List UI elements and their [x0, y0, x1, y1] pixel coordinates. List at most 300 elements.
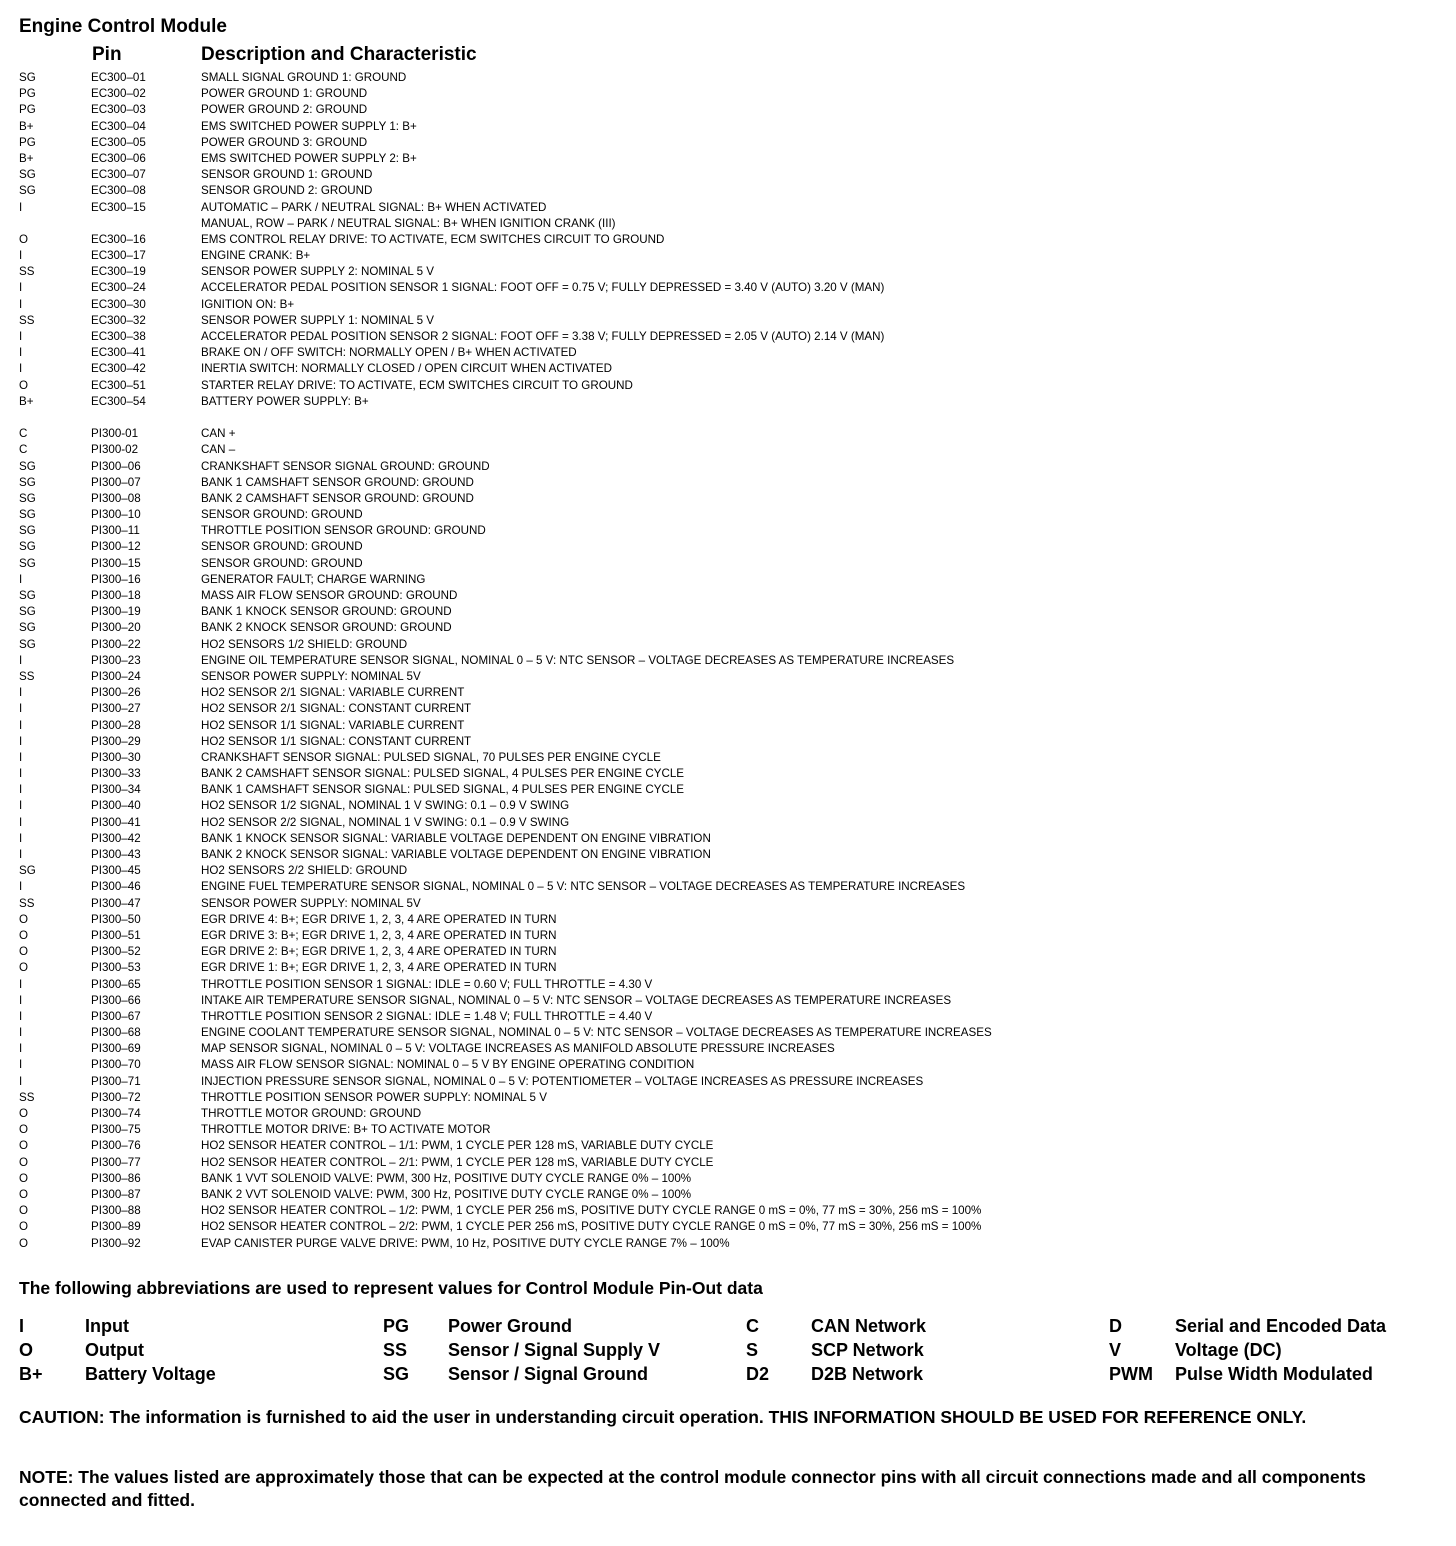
table-row: [0, 1187, 1456, 1203]
abbreviation-key: SG: [383, 1364, 410, 1384]
signal-type: O: [19, 1204, 29, 1218]
table-row: [0, 232, 1456, 248]
pin-id: EC300–30: [91, 297, 146, 311]
signal-type: I: [19, 718, 23, 732]
table-row: [0, 264, 1456, 280]
signal-type: O: [19, 928, 29, 942]
pin-description: POWER GROUND 1: GROUND: [201, 87, 368, 101]
pin-id: PI300–33: [91, 767, 141, 781]
table-row: [0, 637, 1456, 653]
table-row: [0, 588, 1456, 604]
pin-description: SENSOR POWER SUPPLY 2: NOMINAL 5 V: [201, 265, 435, 279]
signal-type: SS: [19, 313, 35, 327]
table-row: [0, 766, 1456, 782]
table-row: [0, 960, 1456, 976]
abbreviations-title: The following abbreviations are used to represent values for Control Module Pin-Out data: [19, 1278, 763, 1298]
signal-type: C: [19, 443, 28, 457]
signal-type: SG: [19, 459, 36, 473]
pin-description: BANK 1 KNOCK SENSOR GROUND: GROUND: [201, 605, 452, 619]
table-row: [0, 539, 1456, 555]
table-row: [0, 847, 1456, 863]
pin-description: EMS SWITCHED POWER SUPPLY 2: B+: [201, 151, 417, 165]
table-row: [0, 863, 1456, 879]
signal-type: C: [19, 427, 28, 441]
legend-row: [0, 1362, 1456, 1386]
signal-type: I: [19, 330, 23, 343]
pin-id: PI300–51: [91, 928, 141, 942]
abbreviation-meaning: Serial and Encoded Data: [1175, 1316, 1387, 1336]
pin-id: EC300–01: [91, 71, 146, 84]
pin-description: ENGINE COOLANT TEMPERATURE SENSOR SIGNAL, NOMINAL 0 – 5 V: NTC SENSOR – VOLTAGE DECREASES AS TEMPERATURE INCREASES: [201, 1026, 992, 1040]
pin-description: THROTTLE MOTOR DRIVE: B+ TO ACTIVATE MOTOR: [201, 1123, 491, 1137]
table-row: [0, 70, 1456, 86]
table-row: [0, 556, 1456, 572]
table-row: [0, 718, 1456, 734]
signal-type: SG: [19, 556, 36, 570]
pin-description: HO2 SENSOR HEATER CONTROL – 1/1: PWM, 1 CYCLE PER 128 mS, VARIABLE DUTY CYCLE: [201, 1139, 714, 1153]
pin-description: HO2 SENSOR 2/1 SIGNAL: VARIABLE CURRENT: [201, 686, 465, 700]
table-row: [0, 604, 1456, 620]
pin-id: EC300–19: [91, 265, 146, 279]
pin-description: EGR DRIVE 3: B+; EGR DRIVE 1, 2, 3, 4 ARE OPERATED IN TURN: [201, 928, 557, 942]
pin-description: HO2 SENSOR 2/2 SIGNAL, NOMINAL 1 V SWING: 0.1 – 0.9 V SWING: [201, 815, 570, 829]
abbreviations-legend: [0, 1314, 1456, 1386]
signal-type: B+: [19, 119, 34, 133]
pin-id: PI300–15: [91, 556, 141, 570]
abbreviation-meaning: Sensor / Signal Ground: [448, 1364, 649, 1384]
table-row: [0, 798, 1456, 814]
pin-description: SMALL SIGNAL GROUND 1: GROUND: [201, 71, 407, 84]
pin-id: PI300–41: [91, 815, 141, 829]
table-row: [0, 1041, 1456, 1057]
signal-type: O: [19, 945, 29, 959]
signal-type: I: [19, 831, 23, 845]
signal-type: I: [19, 1074, 23, 1088]
table-row: [0, 378, 1456, 394]
signal-type: I: [19, 799, 23, 813]
table-row: [0, 896, 1456, 912]
pin-id: EC300–24: [91, 281, 146, 295]
table-row: [0, 1219, 1456, 1235]
table-row: [0, 1203, 1456, 1219]
signal-type: SS: [19, 669, 35, 683]
signal-type: SS: [19, 896, 35, 910]
pin-id: PI300–65: [91, 977, 141, 991]
pin-id: PI300–77: [91, 1155, 141, 1169]
table-row: [0, 442, 1456, 458]
pin-id: PI300–16: [91, 572, 141, 586]
signal-type: O: [19, 1155, 29, 1169]
pin-description: HO2 SENSORS 2/2 SHIELD: GROUND: [201, 864, 408, 878]
table-row: [0, 102, 1456, 118]
table-row: [0, 426, 1456, 442]
pin-description: CRANKSHAFT SENSOR SIGNAL GROUND: GROUND: [201, 459, 490, 473]
pin-description: HO2 SENSOR 1/2 SIGNAL, NOMINAL 1 V SWING: 0.1 – 0.9 V SWING: [201, 799, 570, 813]
pin-description: CAN +: [201, 427, 236, 441]
pin-id: EC300–41: [91, 346, 146, 360]
table-row: [0, 459, 1456, 475]
table-row: [0, 200, 1456, 216]
abbreviation-meaning: Voltage (DC): [1175, 1340, 1282, 1360]
pin-id: PI300–23: [91, 653, 141, 667]
abbreviation-key: D2: [746, 1364, 770, 1384]
table-row: [0, 879, 1456, 895]
signal-type: I: [19, 653, 23, 667]
signal-type: I: [19, 281, 23, 295]
signal-type: O: [19, 1171, 29, 1185]
signal-type: I: [19, 993, 23, 1007]
pin-description: THROTTLE POSITION SENSOR 2 SIGNAL: IDLE = 1.48 V; FULL THROTTLE = 4.40 V: [201, 1009, 653, 1023]
pin-id: EC300–16: [91, 232, 146, 246]
pin-id: EC300–03: [91, 103, 146, 117]
pin-id: PI300–71: [91, 1074, 141, 1088]
pin-id: PI300–30: [91, 750, 141, 764]
table-row: [0, 669, 1456, 685]
abbreviation-key: PG: [383, 1316, 410, 1336]
table-row: [0, 1009, 1456, 1025]
signal-type: SG: [19, 864, 36, 878]
legend-row: [0, 1338, 1456, 1362]
signal-type: I: [19, 1026, 23, 1040]
pin-description: POWER GROUND 2: GROUND: [201, 103, 368, 117]
pin-id: PI300–28: [91, 718, 141, 732]
table-row: [0, 1122, 1456, 1138]
table-row: [0, 86, 1456, 102]
abbreviation-meaning: Power Ground: [448, 1316, 573, 1336]
abbreviation-meaning: Output: [85, 1340, 144, 1360]
signal-type: I: [19, 686, 23, 700]
pin-id: PI300–45: [91, 864, 141, 878]
pin-description: SENSOR POWER SUPPLY: NOMINAL 5V: [201, 896, 421, 910]
pin-description: IGNITION ON: B+: [201, 297, 295, 311]
pin-id: PI300-02: [91, 443, 139, 457]
signal-type: SG: [19, 524, 36, 538]
signal-type: O: [19, 912, 29, 926]
pin-description: BATTERY POWER SUPPLY: B+: [201, 394, 369, 408]
pin-id: PI300–42: [91, 831, 141, 845]
pin-description: SENSOR GROUND: GROUND: [201, 556, 363, 570]
signal-type: SG: [19, 71, 36, 84]
pin-description: EGR DRIVE 4: B+; EGR DRIVE 1, 2, 3, 4 ARE OPERATED IN TURN: [201, 912, 557, 926]
table-row: [0, 701, 1456, 717]
table-row: [0, 1155, 1456, 1171]
pin-id: PI300–52: [91, 945, 141, 959]
signal-type: B+: [19, 394, 34, 408]
table-row: [0, 329, 1456, 345]
signal-type: SG: [19, 540, 36, 554]
pin-description: MANUAL, ROW – PARK / NEUTRAL SIGNAL: B+ WHEN IGNITION CRANK (III): [201, 216, 616, 230]
pin-description: CRANKSHAFT SENSOR SIGNAL: PULSED SIGNAL, 70 PULSES PER ENGINE CYCLE: [201, 750, 661, 764]
pin-id: PI300–66: [91, 993, 141, 1007]
pin-id: PI300–46: [91, 880, 141, 894]
table-row: [0, 248, 1456, 264]
table-row: [0, 1171, 1456, 1187]
table-row: [0, 993, 1456, 1009]
pin-description: HO2 SENSOR HEATER CONTROL – 2/1: PWM, 1 CYCLE PER 128 mS, VARIABLE DUTY CYCLE: [201, 1155, 714, 1169]
pin-id: PI300–70: [91, 1058, 141, 1072]
page-title: Engine Control Module: [19, 16, 227, 37]
signal-type: I: [19, 880, 23, 894]
table-row: [0, 1236, 1456, 1252]
signal-type: SG: [19, 508, 36, 522]
abbreviation-key: S: [746, 1340, 759, 1360]
caution-text: CAUTION: The information is furnished to aid the user in understanding circuit operation. THIS INFORMATION SHOULD BE USED FOR REFERENCE ONLY.: [19, 1407, 1307, 1427]
pin-id: EC300–54: [91, 394, 146, 408]
signal-type: I: [19, 1009, 23, 1023]
pin-description: BANK 2 KNOCK SENSOR GROUND: GROUND: [201, 621, 452, 635]
legend-row: [0, 1314, 1456, 1338]
signal-type: I: [19, 767, 23, 781]
signal-type: SG: [19, 621, 36, 635]
table-row: [0, 119, 1456, 135]
signal-type: O: [19, 1139, 29, 1153]
pin-id: PI300–11: [91, 524, 140, 538]
pin-id: EC300–06: [91, 151, 146, 165]
pin-description: STARTER RELAY DRIVE: TO ACTIVATE, ECM SWITCHES CIRCUIT TO GROUND: [201, 378, 633, 392]
pin-description: SENSOR GROUND 1: GROUND: [201, 168, 373, 182]
pin-id: EC300–17: [91, 249, 146, 263]
table-row: [0, 507, 1456, 523]
pin-description: ENGINE FUEL TEMPERATURE SENSOR SIGNAL, NOMINAL 0 – 5 V: NTC SENSOR – VOLTAGE DECREASES AS TEMPERATURE INCREASES: [201, 880, 966, 894]
table-row: [0, 782, 1456, 798]
signal-type: PG: [19, 87, 36, 101]
note-text: NOTE: The values listed are approximately those that can be expected at the control module connector pins with all circuit connections made and all components connected and fitted.: [19, 1467, 1366, 1510]
pin-column-header: Pin: [92, 44, 122, 65]
abbreviation-meaning: SCP Network: [811, 1340, 924, 1360]
abbreviation-meaning: Pulse Width Modulated: [1175, 1364, 1373, 1384]
pin-id: PI300–53: [91, 961, 141, 975]
pin-id: EC300–38: [91, 330, 146, 343]
table-row: [0, 167, 1456, 183]
pin-id: EC300–08: [91, 184, 146, 198]
pinout-table: [0, 70, 1456, 1252]
table-row: [0, 491, 1456, 507]
abbreviation-key: D: [1109, 1316, 1122, 1336]
pin-id: PI300–43: [91, 848, 141, 861]
table-row: [0, 313, 1456, 329]
pin-description: EGR DRIVE 2: B+; EGR DRIVE 1, 2, 3, 4 ARE OPERATED IN TURN: [201, 945, 557, 959]
abbreviation-key: I: [19, 1316, 25, 1336]
pin-description: CAN –: [201, 443, 236, 457]
pin-description: HO2 SENSOR 1/1 SIGNAL: CONSTANT CURRENT: [201, 734, 472, 748]
table-row: [0, 912, 1456, 928]
pin-id: PI300–74: [91, 1107, 141, 1120]
table-row: [0, 928, 1456, 944]
pin-id: PI300–22: [91, 637, 141, 651]
signal-type: O: [19, 1123, 29, 1137]
signal-type: I: [19, 783, 23, 797]
abbreviation-key: O: [19, 1340, 34, 1360]
signal-type: I: [19, 750, 23, 764]
signal-type: I: [19, 1042, 23, 1056]
signal-type: O: [19, 961, 29, 975]
pin-description: EVAP CANISTER PURGE VALVE DRIVE: PWM, 10 Hz, POSITIVE DUTY CYCLE RANGE 7% – 100%: [201, 1236, 730, 1250]
pin-id: PI300–76: [91, 1139, 141, 1153]
table-row: [0, 1025, 1456, 1041]
pin-id: PI300–12: [91, 540, 141, 554]
pin-description: BANK 2 VVT SOLENOID VALVE: PWM, 300 Hz, POSITIVE DUTY CYCLE RANGE 0% – 100%: [201, 1187, 692, 1201]
signal-type: SG: [19, 605, 36, 619]
pin-id: PI300–50: [91, 912, 141, 926]
pin-id: PI300–86: [91, 1171, 141, 1185]
pin-description: THROTTLE POSITION SENSOR POWER SUPPLY: NOMINAL 5 V: [201, 1090, 547, 1104]
table-row: [0, 572, 1456, 588]
abbreviation-meaning: CAN Network: [811, 1316, 927, 1336]
description-column-header: Description and Characteristic: [201, 44, 477, 65]
pin-id: PI300–10: [91, 508, 141, 522]
table-row: [0, 183, 1456, 199]
signal-type: I: [19, 702, 23, 716]
signal-type: I: [19, 572, 23, 586]
pin-description: ACCELERATOR PEDAL POSITION SENSOR 1 SIGNAL: FOOT OFF = 0.75 V; FULLY DEPRESSED = 3.40 V (AUTO) 3.20 V (MAN): [201, 281, 885, 295]
pin-description: EGR DRIVE 1: B+; EGR DRIVE 1, 2, 3, 4 ARE OPERATED IN TURN: [201, 961, 557, 975]
pin-description: HO2 SENSORS 1/2 SHIELD: GROUND: [201, 637, 408, 651]
table-row: [0, 297, 1456, 313]
pin-description: BANK 1 CAMSHAFT SENSOR GROUND: GROUND: [201, 475, 474, 489]
pin-description: SENSOR POWER SUPPLY: NOMINAL 5V: [201, 669, 421, 683]
table-row: [0, 1090, 1456, 1106]
table-row: [0, 345, 1456, 361]
pin-id: PI300–27: [91, 702, 141, 716]
signal-type: SS: [19, 265, 35, 279]
table-row: [0, 734, 1456, 750]
pin-id: PI300–75: [91, 1123, 141, 1137]
pin-description: INTAKE AIR TEMPERATURE SENSOR SIGNAL, NOMINAL 0 – 5 V: NTC SENSOR – VOLTAGE DECREASES AS TEMPERATURE INCREASES: [201, 993, 952, 1007]
signal-type: SG: [19, 168, 36, 182]
pin-description: BANK 2 CAMSHAFT SENSOR SIGNAL: PULSED SIGNAL, 4 PULSES PER ENGINE CYCLE: [201, 767, 685, 781]
pin-description: INJECTION PRESSURE SENSOR SIGNAL, NOMINAL 0 – 5 V: POTENTIOMETER – VOLTAGE INCREASES AS PRESSURE INCREASES: [201, 1074, 924, 1088]
pin-description: HO2 SENSOR 2/1 SIGNAL: CONSTANT CURRENT: [201, 702, 472, 716]
pin-description: BANK 2 CAMSHAFT SENSOR GROUND: GROUND: [201, 491, 474, 505]
pin-id: EC300–05: [91, 135, 146, 149]
pin-id: PI300–18: [91, 589, 141, 602]
pin-description: ENGINE OIL TEMPERATURE SENSOR SIGNAL, NOMINAL 0 – 5 V: NTC SENSOR – VOLTAGE DECREASES AS TEMPERATURE INCREASES: [201, 653, 955, 667]
signal-type: I: [19, 1058, 23, 1072]
pin-description: BRAKE ON / OFF SWITCH: NORMALLY OPEN / B+ WHEN ACTIVATED: [201, 346, 577, 360]
table-row: [0, 977, 1456, 993]
pin-id: PI300–20: [91, 621, 141, 635]
pin-description: ACCELERATOR PEDAL POSITION SENSOR 2 SIGNAL: FOOT OFF = 3.38 V; FULLY DEPRESSED = 2.05 V (AUTO) 2.14 V (MAN): [201, 330, 885, 343]
pin-id: PI300–92: [91, 1236, 141, 1250]
signal-type: O: [19, 1236, 29, 1250]
pin-id: EC300–04: [91, 119, 146, 133]
signal-type: I: [19, 815, 23, 829]
signal-type: I: [19, 200, 23, 214]
pin-id: PI300–24: [91, 669, 141, 683]
pin-id: PI300–67: [91, 1009, 141, 1023]
pin-id: EC300–02: [91, 87, 146, 101]
signal-type: I: [19, 249, 23, 263]
pin-id: PI300–68: [91, 1026, 141, 1040]
pin-id: PI300-01: [91, 427, 139, 441]
pin-description: EMS CONTROL RELAY DRIVE: TO ACTIVATE, ECM SWITCHES CIRCUIT TO GROUND: [201, 232, 665, 246]
pin-description: BANK 1 KNOCK SENSOR SIGNAL: VARIABLE VOLTAGE DEPENDENT ON ENGINE VIBRATION: [201, 831, 711, 845]
table-row: [0, 1138, 1456, 1154]
pin-id: PI300–19: [91, 605, 141, 619]
table-row: [0, 653, 1456, 669]
pin-description: THROTTLE POSITION SENSOR GROUND: GROUND: [201, 524, 486, 538]
pin-id: PI300–34: [91, 783, 141, 797]
pin-description: INERTIA SWITCH: NORMALLY CLOSED / OPEN CIRCUIT WHEN ACTIVATED: [201, 362, 612, 376]
table-row: [0, 1106, 1456, 1122]
signal-type: B+: [19, 151, 34, 165]
pin-id: PI300–47: [91, 896, 141, 910]
signal-type: SG: [19, 475, 36, 489]
pin-description: THROTTLE MOTOR GROUND: GROUND: [201, 1107, 422, 1120]
pin-id: EC300–51: [91, 378, 146, 392]
signal-type: O: [19, 1187, 29, 1201]
table-row: [0, 523, 1456, 539]
pin-description: SENSOR GROUND 2: GROUND: [201, 184, 373, 198]
signal-type: I: [19, 346, 23, 360]
signal-type: SG: [19, 637, 36, 651]
table-row: [0, 475, 1456, 491]
pin-id: PI300–87: [91, 1187, 141, 1201]
pin-id: EC300–32: [91, 313, 146, 327]
pin-description: SENSOR GROUND: GROUND: [201, 508, 363, 522]
signal-type: SS: [19, 1090, 35, 1104]
pin-description: HO2 SENSOR HEATER CONTROL – 1/2: PWM, 1 CYCLE PER 256 mS, POSITIVE DUTY CYCLE RANGE 0 mS = 0%, 77 mS = 30%, 256 mS = 100%: [201, 1204, 982, 1218]
pin-id: PI300–26: [91, 686, 141, 700]
abbreviation-key: B+: [19, 1364, 43, 1384]
table-row: [0, 620, 1456, 636]
pin-id: PI300–08: [91, 491, 141, 505]
pin-id: PI300–06: [91, 459, 141, 473]
signal-type: PG: [19, 135, 36, 149]
table-row: [0, 831, 1456, 847]
pin-description: BANK 1 CAMSHAFT SENSOR SIGNAL: PULSED SIGNAL, 4 PULSES PER ENGINE CYCLE: [201, 783, 685, 797]
abbreviation-meaning: Battery Voltage: [85, 1364, 216, 1384]
pin-description: HO2 SENSOR HEATER CONTROL – 2/2: PWM, 1 CYCLE PER 256 mS, POSITIVE DUTY CYCLE RANGE 0 mS = 0%, 77 mS = 30%, 256 mS = 100%: [201, 1220, 982, 1234]
table-row: [0, 280, 1456, 296]
signal-type: PG: [19, 103, 36, 117]
table-row: [0, 944, 1456, 960]
pin-id: PI300–40: [91, 799, 141, 813]
pin-id: PI300–89: [91, 1220, 141, 1234]
pin-description: POWER GROUND 3: GROUND: [201, 135, 368, 149]
abbreviation-meaning: Sensor / Signal Supply V: [448, 1340, 661, 1360]
table-row: [0, 216, 1456, 232]
pin-id: PI300–29: [91, 734, 141, 748]
pin-id: PI300–88: [91, 1204, 141, 1218]
pin-id: EC300–42: [91, 362, 146, 376]
signal-type: I: [19, 297, 23, 311]
table-row: [0, 135, 1456, 151]
abbreviation-meaning: Input: [85, 1316, 129, 1336]
pin-description: AUTOMATIC – PARK / NEUTRAL SIGNAL: B+ WHEN ACTIVATED: [201, 200, 547, 214]
table-row: [0, 1074, 1456, 1090]
abbreviation-key: PWM: [1109, 1364, 1153, 1384]
table-row: [0, 815, 1456, 831]
pin-id: PI300–72: [91, 1090, 141, 1104]
signal-type: I: [19, 734, 23, 748]
signal-type: I: [19, 977, 23, 991]
abbreviation-key: SS: [383, 1340, 408, 1360]
signal-type: SG: [19, 491, 36, 505]
pin-description: BANK 1 VVT SOLENOID VALVE: PWM, 300 Hz, POSITIVE DUTY CYCLE RANGE 0% – 100%: [201, 1171, 692, 1185]
abbreviation-meaning: D2B Network: [811, 1364, 924, 1384]
abbreviation-key: C: [746, 1316, 759, 1336]
table-row: [0, 1057, 1456, 1073]
signal-type: O: [19, 1220, 29, 1234]
abbreviation-key: V: [1109, 1340, 1122, 1360]
signal-type: O: [19, 1107, 29, 1120]
pin-description: MAP SENSOR SIGNAL, NOMINAL 0 – 5 V: VOLTAGE INCREASES AS MANIFOLD ABSOLUTE PRESSURE INCREASES: [201, 1042, 835, 1056]
signal-type: O: [19, 378, 29, 392]
pin-description: MASS AIR FLOW SENSOR SIGNAL: NOMINAL 0 – 5 V BY ENGINE OPERATING CONDITION: [201, 1058, 695, 1072]
pin-description: ENGINE CRANK: B+: [201, 249, 311, 263]
pin-description: MASS AIR FLOW SENSOR GROUND: GROUND: [201, 589, 458, 602]
